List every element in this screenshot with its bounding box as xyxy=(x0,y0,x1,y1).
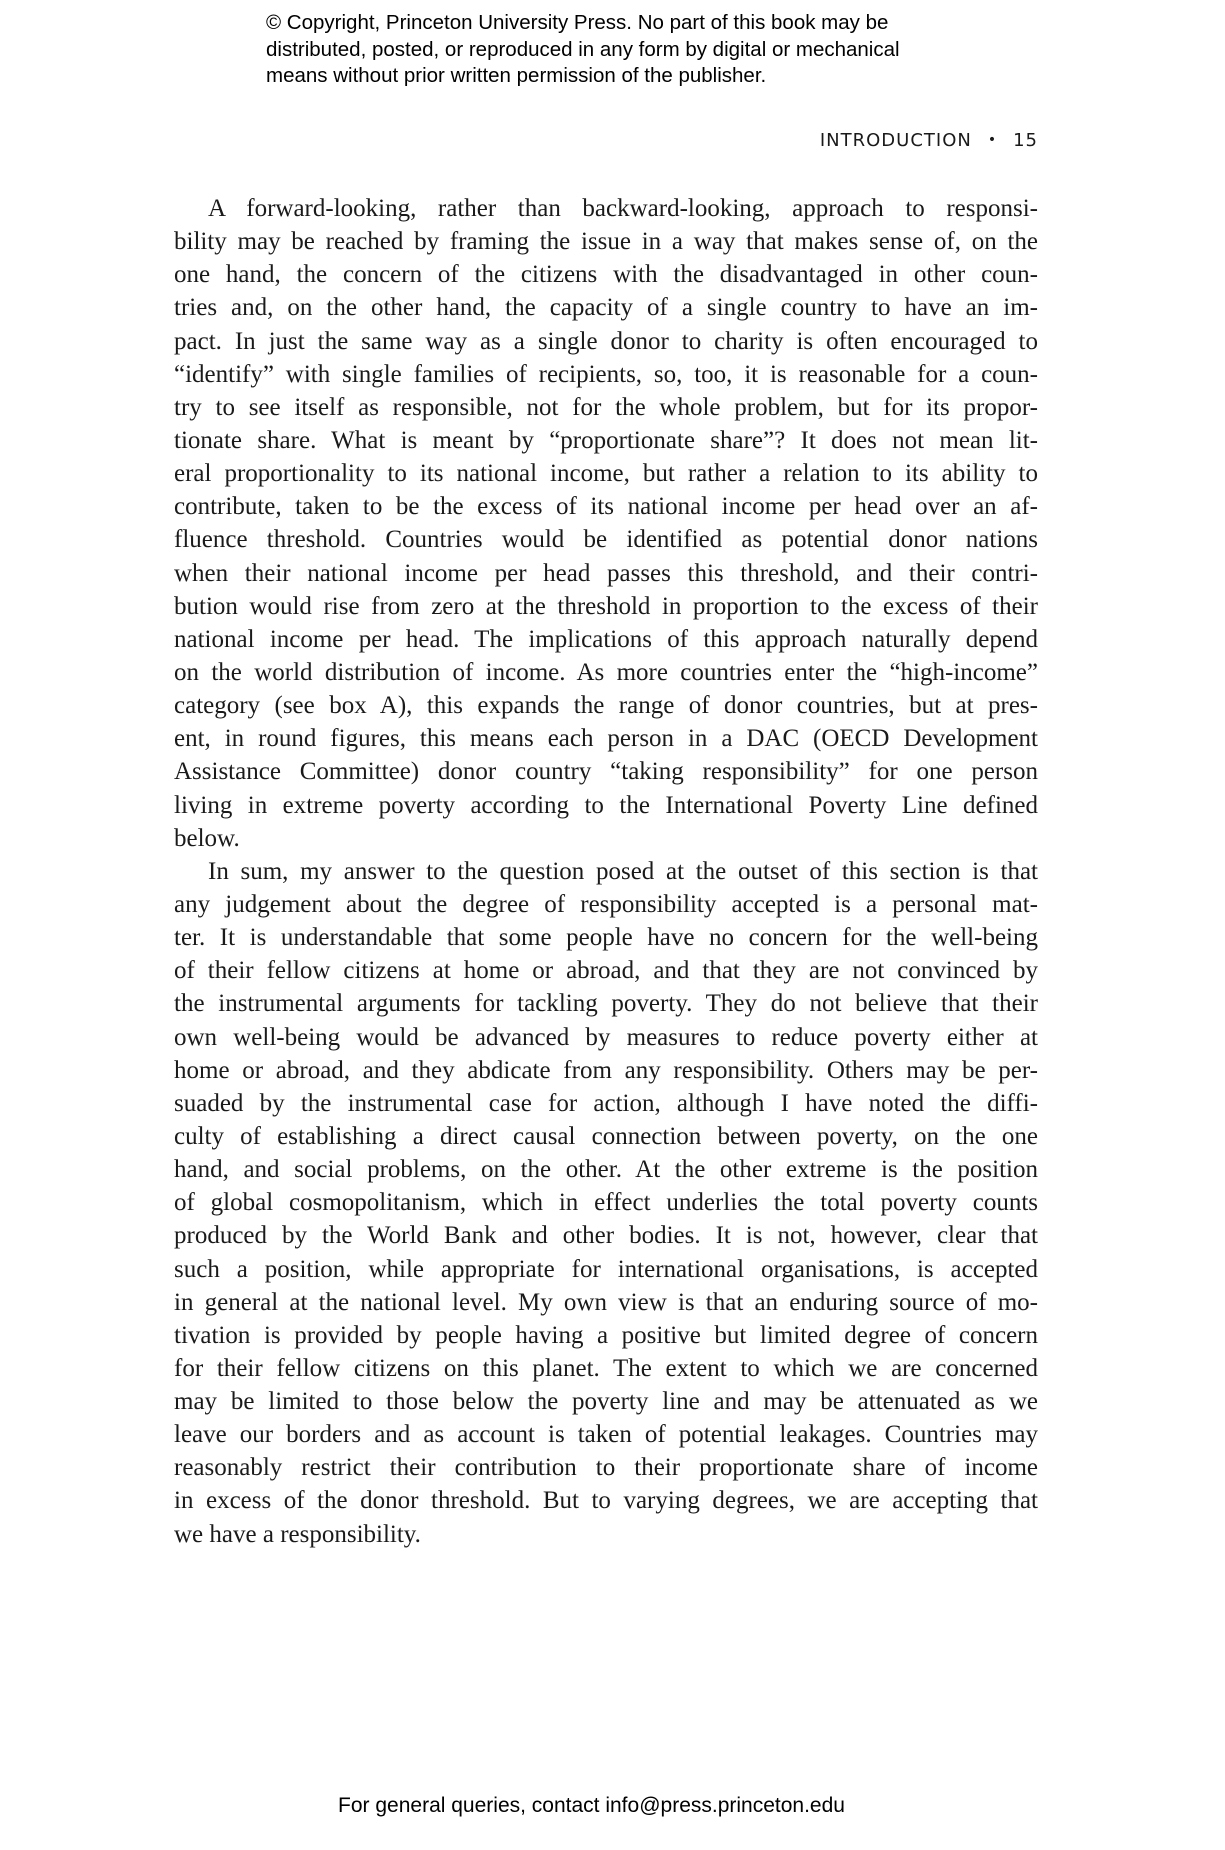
text-line: one hand, the concern of the citizens with the disadvantaged in other coun- xyxy=(174,261,1038,289)
text-line: ter. It is understandable that some people have no concern for the well-being xyxy=(174,924,1038,952)
text-line: eral proportionality to its national income, but rather a relation to its ability to xyxy=(174,460,1038,488)
copyright-line: distributed, posted, or reproduced in any form by digital or mechanical xyxy=(266,37,900,61)
paragraph xyxy=(174,192,1038,855)
text-line: reasonably restrict their contribution to their proportionate share of income xyxy=(174,1454,1038,1482)
text-line: on the world distribution of income. As more countries enter the “high-income” xyxy=(174,658,1038,686)
text-line: ent, in round figures, this means each person in a DAC (OECD Development xyxy=(174,725,1038,753)
text-line: below. xyxy=(174,824,240,852)
text-line: of global cosmopolitanism, which in effect underlies the total poverty counts xyxy=(174,1189,1038,1217)
text-line: in general at the national level. My own view is that an enduring source of mo- xyxy=(174,1288,1038,1316)
text-line: home or abroad, and they abdicate from any responsibility. Others may be per- xyxy=(174,1056,1038,1084)
body-text xyxy=(174,192,1038,1551)
text-line: national income per head. The implications of this approach naturally depend xyxy=(174,625,1038,653)
text-line: any judgement about the degree of responsibility accepted is a personal mat- xyxy=(174,890,1038,918)
text-line: tivation is provided by people having a positive but limited degree of concern xyxy=(174,1321,1038,1349)
copyright-notice xyxy=(266,10,986,90)
text-line: bility may be reached by framing the issue in a way that makes sense of, on the xyxy=(174,228,1038,256)
copyright-line: means without prior written permission of the publisher. xyxy=(266,64,767,87)
text-line: of their fellow citizens at home or abroad, and that they are not convinced by xyxy=(174,957,1038,985)
text-line: A forward-looking, rather than backward-looking, approach to responsi- xyxy=(208,195,1038,222)
page-number: 15 xyxy=(1013,130,1038,151)
text-line: for their fellow citizens on this planet. The extent to which we are concerned xyxy=(174,1354,1038,1382)
text-line: own well-being would be advanced by measures to reduce poverty either at xyxy=(174,1023,1038,1051)
text-line: Assistance Committee) donor country “taking responsibility” for one person xyxy=(174,758,1038,786)
text-line: tionate share. What is meant by “proportionate share”? It does not mean lit- xyxy=(174,426,1038,454)
text-line: such a position, while appropriate for international organisations, is accepted xyxy=(174,1255,1038,1283)
text-line: when their national income per head passes this threshold, and their contri- xyxy=(174,559,1038,587)
text-line: may be limited to those below the poverty line and may be attenuated as we xyxy=(174,1388,1038,1416)
text-line: In sum, my answer to the question posed at the outset of this section is that xyxy=(208,857,1038,885)
text-line: living in extreme poverty according to the International Poverty Line defined xyxy=(174,791,1038,819)
text-line: “identify” with single families of recipients, so, too, it is reasonable for a coun- xyxy=(174,360,1038,388)
text-line: fluence threshold. Countries would be identified as potential donor nations xyxy=(174,526,1038,554)
text-line: try to see itself as responsible, not for the whole problem, but for its propor- xyxy=(174,393,1038,421)
text-line: tries and, on the other hand, the capacity of a single country to have an im- xyxy=(174,294,1038,322)
footer-contact: For general queries, contact info@press.princeton.edu xyxy=(338,1794,845,1817)
text-line: hand, and social problems, on the other. At the other extreme is the position xyxy=(174,1156,1038,1184)
text-line: we have a responsibility. xyxy=(174,1520,421,1548)
footer xyxy=(0,1793,1225,1819)
text-line: culty of establishing a direct causal connection between poverty, on the one xyxy=(174,1122,1038,1150)
text-line: in excess of the donor threshold. But to varying degrees, we are accepting that xyxy=(174,1487,1038,1515)
text-line: pact. In just the same way as a single donor to charity is often encouraged to xyxy=(174,327,1038,355)
text-line: the instrumental arguments for tackling poverty. They do not believe that their xyxy=(174,990,1038,1018)
text-line: produced by the World Bank and other bodies. It is not, however, clear that xyxy=(174,1222,1038,1250)
running-head-section: INTRODUCTION xyxy=(819,130,972,151)
copyright-line: © Copyright, Princeton University Press. No part of this book may be xyxy=(266,11,889,34)
text-line: bution would rise from zero at the threshold in proportion to the excess of their xyxy=(174,592,1038,620)
text-line: category (see box A), this expands the range of donor countries, but at pres- xyxy=(174,692,1038,720)
running-head-separator: • xyxy=(987,132,998,148)
paragraph xyxy=(174,855,1038,1551)
text-line: contribute, taken to be the excess of its national income per head over an af- xyxy=(174,493,1038,521)
running-head xyxy=(174,128,1038,153)
text-line: leave our borders and as account is taken of potential leakages. Countries may xyxy=(174,1421,1038,1449)
text-line: suaded by the instrumental case for action, although I have noted the diffi- xyxy=(174,1089,1038,1117)
